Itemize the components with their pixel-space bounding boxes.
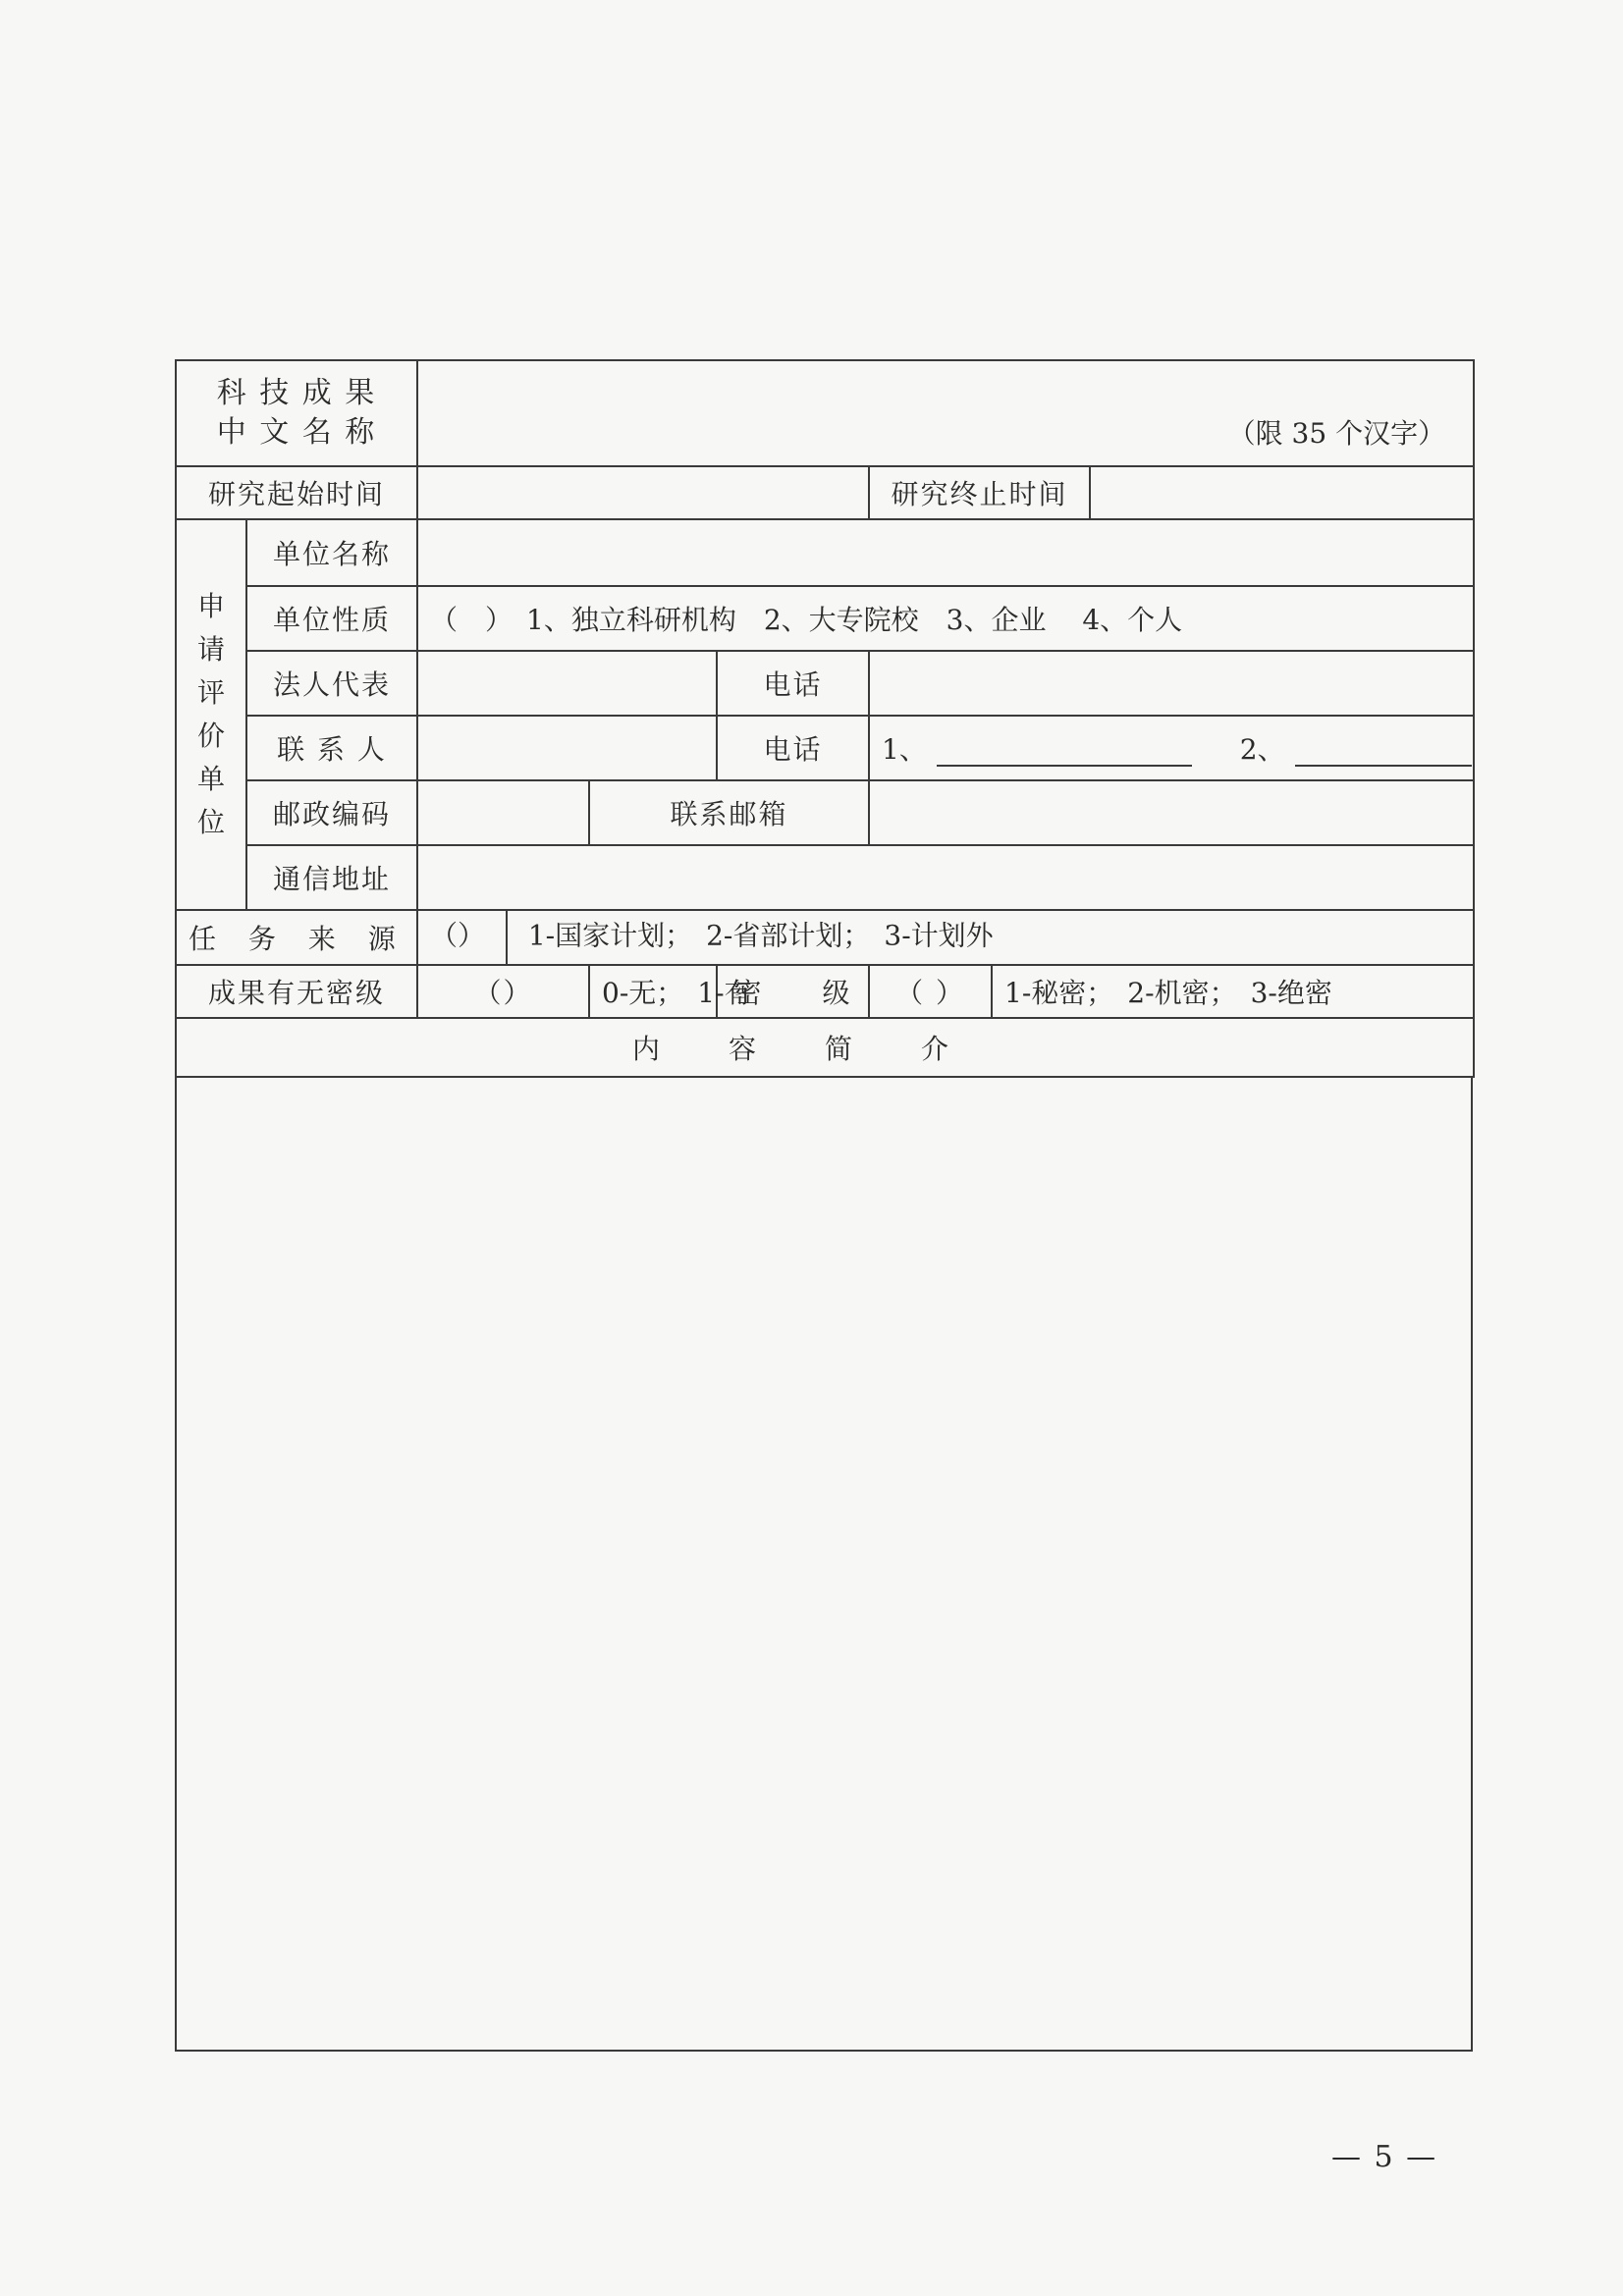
task-source-label: 任 务 来 源 (176, 910, 417, 965)
title-label-cell (176, 360, 417, 466)
postcode-label: 邮政编码 (246, 780, 417, 845)
secret-level-paren[interactable]: （ ） (869, 965, 992, 1018)
unit-nature-options[interactable]: （ ） 1、独立科研机构 2、大专院校 3、企业 4、个人 (417, 586, 1474, 651)
address-input[interactable] (417, 845, 1474, 910)
secret-level-options: 1-秘密； 2-机密； 3-绝密 (992, 965, 1474, 1018)
email-input[interactable] (869, 780, 1474, 845)
secrecy-paren[interactable]: （） (417, 965, 589, 1018)
phone-label: 电话 (717, 651, 869, 716)
postcode-input[interactable] (417, 780, 589, 845)
secrecy-label: 成果有无密级 (176, 965, 417, 1018)
phone2-inputs[interactable] (869, 716, 1474, 780)
phone2-label: 电话 (717, 716, 869, 780)
summary-heading: 内容简介 (176, 1018, 1474, 1077)
task-source-paren[interactable]: （） (430, 919, 486, 952)
phone2-line1[interactable] (937, 737, 1192, 767)
phone2-line2[interactable] (1295, 737, 1472, 767)
secrecy-options: 0-无； 1-有 (589, 965, 717, 1018)
page-number: — 5 — (1331, 2140, 1438, 2174)
address-label: 通信地址 (246, 845, 417, 910)
title-label-line1: 科 技 成 果 (216, 376, 377, 410)
unit-name-label: 单位名称 (246, 519, 417, 586)
task-source-options: 1-国家计划； 2-省部计划； 3-计划外 (527, 919, 994, 952)
secret-level-label: 密 级 (717, 965, 869, 1018)
legal-rep-input[interactable] (417, 651, 717, 716)
legal-rep-label: 法人代表 (246, 651, 417, 716)
end-time-input[interactable] (1090, 466, 1474, 519)
contact-input[interactable] (417, 716, 717, 780)
contact-label: 联 系 人 (246, 716, 417, 780)
start-time-input[interactable] (417, 466, 869, 519)
phone2-item1: 1、 (882, 733, 927, 766)
title-label-line2: 中 文 名 称 (216, 415, 377, 450)
evaluation-form (175, 359, 1473, 2059)
title-note: （限 35 个汉字） (1227, 417, 1446, 450)
phone-input[interactable] (869, 651, 1474, 716)
summary-content-area[interactable] (175, 1078, 1473, 2052)
task-source-field[interactable] (417, 910, 1474, 965)
unit-nature-label: 单位性质 (246, 586, 417, 651)
phone2-item2: 2、 (1239, 733, 1285, 766)
end-time-label: 研究终止时间 (869, 466, 1090, 519)
start-time-label: 研究起始时间 (176, 466, 417, 519)
form-table (175, 359, 1475, 1078)
email-label: 联系邮箱 (589, 780, 869, 845)
applicant-group-label: 申 请 评 价 单 位 (176, 519, 246, 910)
unit-name-input[interactable] (417, 519, 1474, 586)
title-input[interactable] (417, 360, 1474, 466)
